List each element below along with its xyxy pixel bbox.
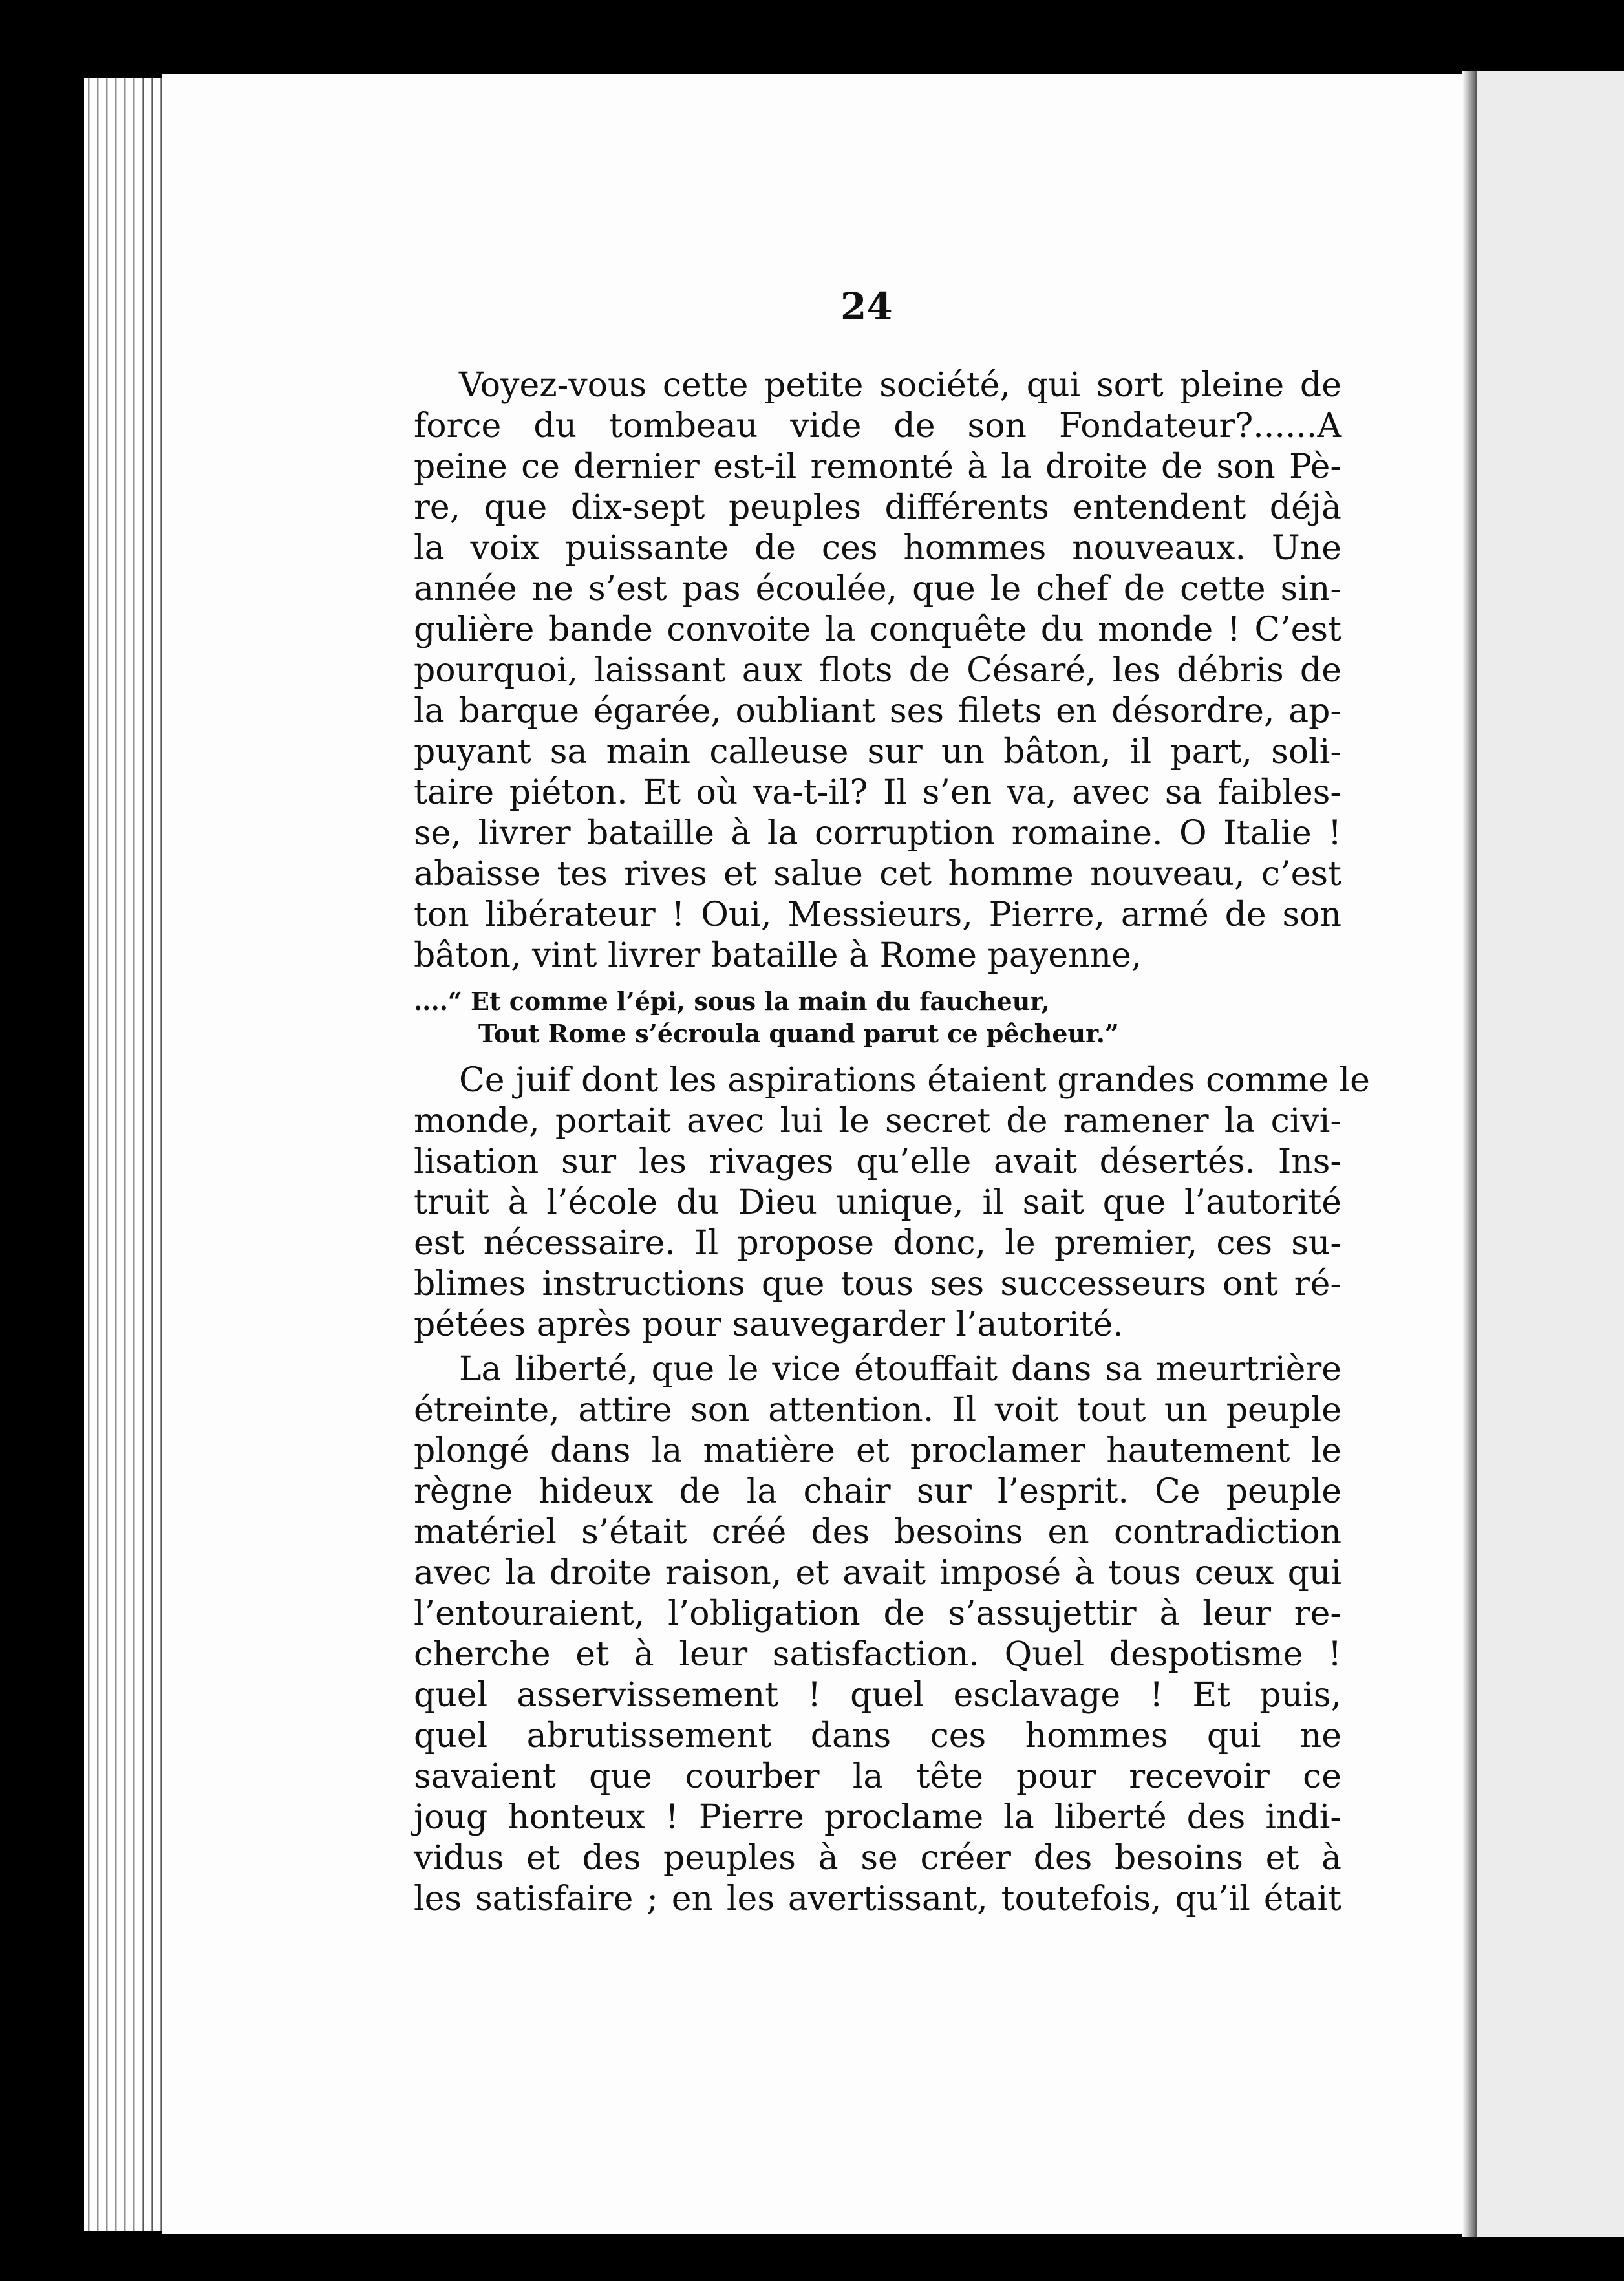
text-line: matériel s’était créé des besoins en contradiction [414,1513,1341,1552]
text-line: quel abrutissement dans ces hommes qui ne [414,1717,1341,1755]
text-line: les satisfaire ; en les avertissant, toutefois, qu’il était [414,1879,1341,1918]
text-line: savaient que courber la tête pour recevoir ce [414,1757,1341,1796]
text-line: cherche et à leur satisfaction. Quel despotisme ! [414,1635,1341,1674]
text-line: règne hideux de la chair sur l’esprit. Ce peuple [414,1472,1341,1511]
text-line: peine ce dernier est-il remonté à la droite de son Pè- [414,447,1341,486]
text-line: puyant sa main calleuse sur un bâton, il part, soli- [414,733,1341,771]
body-text [414,365,1370,1920]
text-line: plongé dans la matière et proclamer hautement le [414,1431,1341,1470]
text-line: se, livrer bataille à la corruption romaine. O Italie ! [414,814,1341,853]
text-line: la barque égarée, oubliant ses filets en désordre, ap- [414,692,1341,731]
text-line: l’entouraient, l’obligation de s’assujettir à leur re- [414,1594,1341,1633]
text-line: bâton, vint livrer bataille à Rome payenne, [414,936,1142,975]
page-number: 24 [840,284,893,328]
text-line: quel asservissement ! quel esclavage ! Et puis, [414,1676,1341,1715]
text-line: année ne s’est pas écoulée, que le chef de cette sin- [414,570,1341,608]
text-line: Ce juif dont les aspirations étaient grandes comme le [459,1061,1370,1100]
text-line: vidus et des peuples à se créer des besoins et à [414,1839,1341,1878]
text-line: truit à l’école du Dieu unique, il sait que l’autorité [414,1183,1341,1222]
text-line: étreinte, attire son attention. Il voit tout un peuple [414,1391,1341,1430]
text-line: monde, portait avec lui le secret de ramener la civi- [414,1102,1341,1140]
text-line: lisation sur les rivages qu’elle avait désertés. Ins- [414,1142,1341,1181]
verse-quote [414,985,1341,1050]
text-line: blimes instructions que tous ses successeurs ont ré- [414,1265,1341,1303]
text-line: La liberté, que le vice étouffait dans sa meurtrière [459,1350,1341,1389]
text-line: gulière bande convoite la conquête du monde ! C’est [414,610,1341,649]
page-edges [84,78,175,2231]
text-line: ton libérateur ! Oui, Messieurs, Pierre, armé de son [414,895,1341,934]
text-line: avec la droite raison, et avait imposé à tous ceux qui [414,1554,1341,1592]
text-line: force du tombeau vide de son Fondateur?......A [414,407,1341,445]
verse-line: ....“ Et comme l’épi, sous la main du faucheur, [414,987,1050,1016]
text-line: est nécessaire. Il propose donc, le premier, ces su- [414,1224,1341,1263]
facing-page-edge [1477,71,1624,2237]
text-line: Voyez-vous cette petite société, qui sort pleine de [459,366,1341,405]
text-line: pétées après pour sauvegarder l’autorité. [414,1305,1124,1344]
text-line: joug honteux ! Pierre proclame la liberté des indi- [414,1798,1341,1837]
verse-line: Tout Rome s’écroula quand parut ce pêcheur.” [478,1019,1119,1048]
text-line: pourquoi, laissant aux flots de Césaré, les débris de [414,651,1341,690]
text-line: la voix puissante de ces hommes nouveaux. Une [414,529,1341,568]
text-line: re, que dix-sept peuples différents entendent déjà [414,488,1341,527]
text-line: taire piéton. Et où va-t-il? Il s’en va, avec sa faibles- [414,773,1341,812]
text-line: abaisse tes rives et salue cet homme nouveau, c’est [414,855,1341,894]
